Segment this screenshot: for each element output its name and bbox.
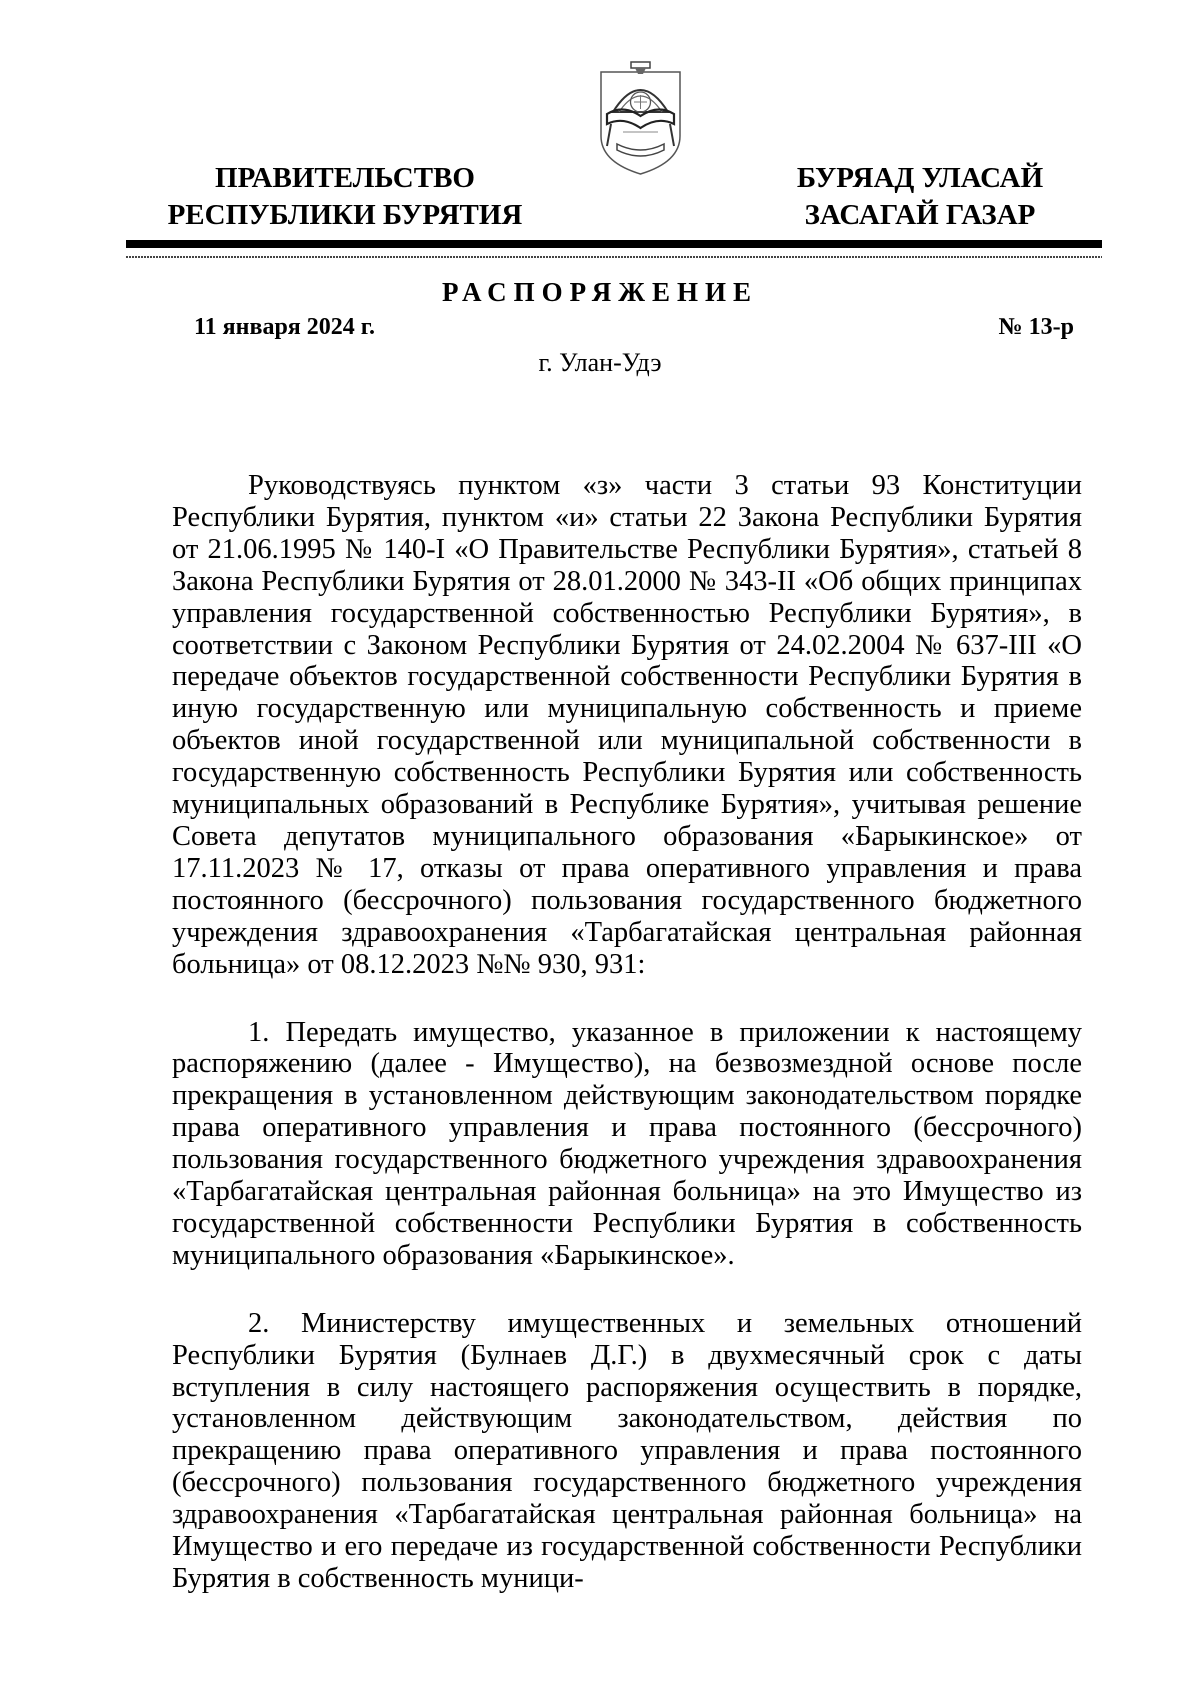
document-type: РАСПОРЯЖЕНИЕ [441,277,759,307]
header-right-line2: ЗАСАГАЙ ГАЗАР [804,199,1036,231]
header-right [750,160,1090,234]
item-2-paragraph: 2. Министерству имущественных и земельных отношений Республики Бурятия (Булнаев Д.Г.) в двухмесячный срок с даты вступления в силу настоящего распоряжения осуществить в порядке, установленном действующим законодательством, действия по прекращению права оперативного управления и права постоянного (бессрочного) пользования государственного бюджетного учреждения здравоохранения «Тарбагатайская центральная районная больница» на Имущество и его передаче из государственной собственности Республики Бурятия в собственность муници- [172,1307,1082,1594]
preamble-paragraph: Руководствуясь пунктом «з» части 3 статьи 93 Конституции Республики Бурятия, пунктом «и» статьи 22 Закона Республики Бурятия от 21.06.1995 № 140-I «О Правительстве Республики Бурятия», статьей 8 Закона Республики Бурятия от 28.01.2000 № 343-II «Об общих принципах управления государственной собственностью Республики Бурятия», в соответствии с Законом Республики Бурятия от 24.02.2004 № 637-III «О передаче объектов государственной собственности Республики Бурятия в иную государственную или муниципальную собственность и приеме объектов иной государственной или муниципальной собственности в государственную собственность Республики Бурятия или собственность муниципальных образований в Республике Бурятия», учитывая решение Совета депутатов муниципального образования «Барыкинское» от 17.11.2023 № 17, отказы от права оперативного управления и права постоянного (бессрочного) пользования государственного бюджетного учреждения здравоохранения «Тарбагатайская центральная районная больница» от 08.12.2023 №№ 930, 931: [172,470,1082,980]
header-divider-thick [126,240,1102,248]
document-date: 11 января 2024 г. [194,314,375,340]
header-right-line1: БУРЯАД УЛАСАЙ [796,162,1044,194]
header-divider-thin [126,256,1102,258]
item-1-paragraph: 1. Передать имущество, указанное в приложении к настоящему распоряжению (далее - Имущество), на безвозмездной основе после прекращения в установленном действующим законодательством порядке права оперативного управления и права постоянного (бессрочного) пользования государственного бюджетного учреждения здравоохранения «Тарбагатайская центральная районная больница» на это Имущество из государственной собственности Республики Бурятия в собственность муниципального образования «Барыкинское». [172,1016,1082,1271]
header-left-line2: РЕСПУБЛИКИ БУРЯТИЯ [167,199,523,231]
header-left-line1: ПРАВИТЕЛЬСТВО [215,162,475,194]
coat-of-arms-emblem-icon [593,58,688,178]
header-left [150,160,540,234]
document-body [172,470,1082,1595]
document-city: г. Улан-Удэ [538,348,662,377]
document-number: № 13-р [998,314,1074,340]
